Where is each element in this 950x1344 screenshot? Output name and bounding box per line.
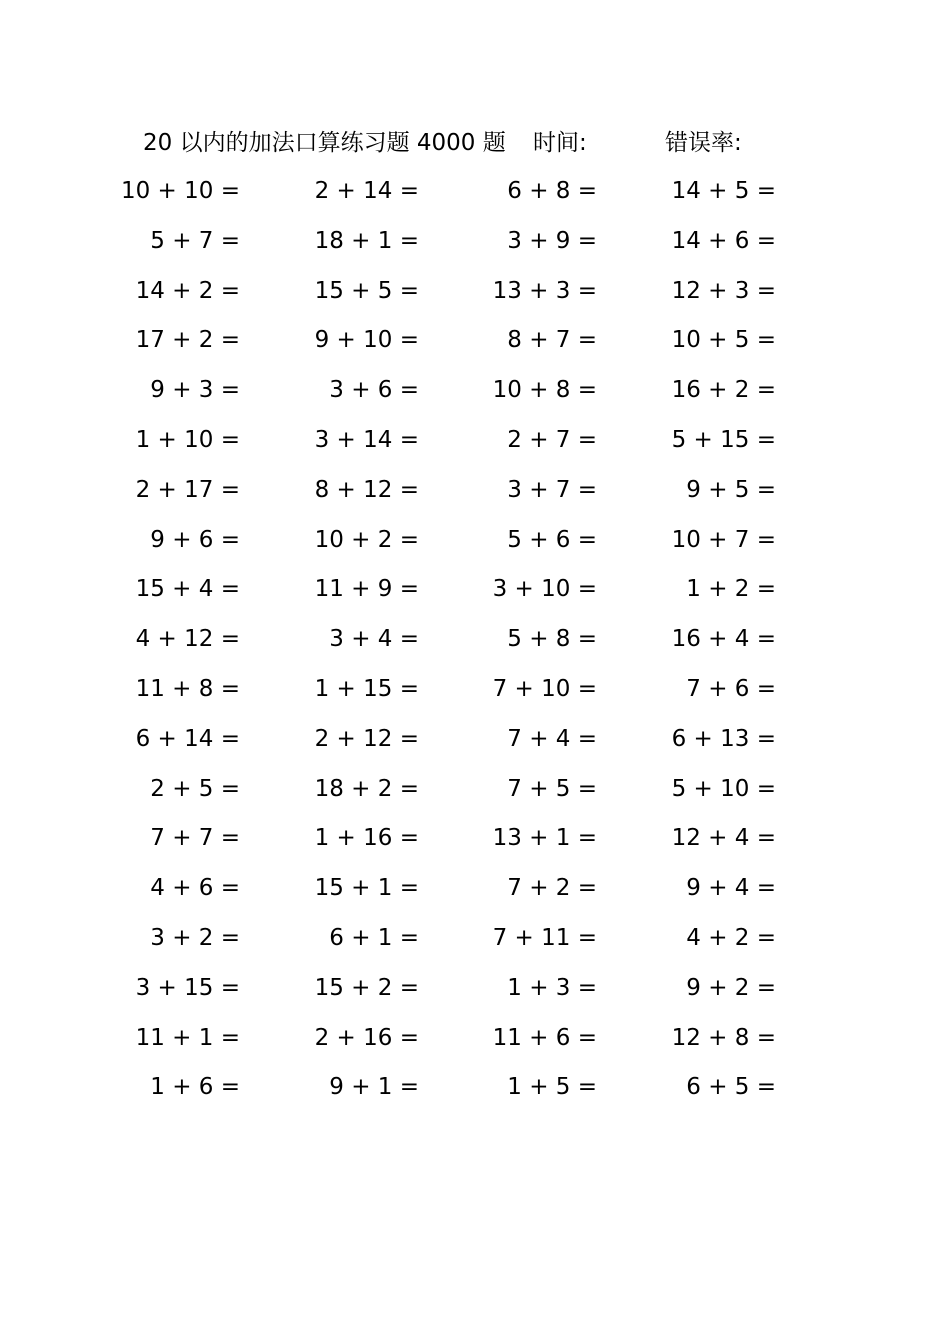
addition-problem: 11 + 9 =: [314, 576, 419, 603]
addition-problem: 5 + 6 =: [507, 526, 597, 553]
addition-problem: 11 + 8 =: [135, 675, 240, 702]
addition-problem: 10 + 7 =: [671, 526, 776, 553]
addition-problem: 3 + 14 =: [314, 426, 419, 453]
addition-problem: 5 + 10 =: [671, 775, 776, 802]
addition-problem: 9 + 6 =: [150, 526, 240, 553]
problem-row: [0, 1014, 950, 1064]
addition-problem: 1 + 3 =: [507, 974, 597, 1001]
addition-problem: 1 + 16 =: [314, 825, 419, 852]
addition-problem: 15 + 1 =: [314, 875, 419, 902]
addition-problem: 10 + 8 =: [492, 377, 597, 404]
addition-problem: 7 + 5 =: [507, 775, 597, 802]
addition-problem: 7 + 11 =: [492, 924, 597, 951]
problem-row: [0, 864, 950, 914]
addition-problem: 16 + 2 =: [671, 377, 776, 404]
addition-problem: 1 + 2 =: [686, 576, 776, 603]
addition-problem: 2 + 7 =: [507, 426, 597, 453]
addition-problem: 9 + 10 =: [314, 327, 419, 354]
addition-problem: 12 + 8 =: [671, 1024, 776, 1051]
problem-row: [0, 615, 950, 665]
addition-problem: 1 + 10 =: [135, 426, 240, 453]
addition-problem: 12 + 4 =: [671, 825, 776, 852]
time-label: 时间:: [533, 130, 587, 156]
addition-problem: 11 + 6 =: [492, 1024, 597, 1051]
addition-problem: 6 + 1 =: [329, 924, 419, 951]
addition-problem: 14 + 6 =: [671, 227, 776, 254]
addition-problem: 13 + 1 =: [492, 825, 597, 852]
problem-row: [0, 366, 950, 416]
addition-problem: 2 + 14 =: [314, 178, 419, 204]
addition-problem: 1 + 6 =: [150, 1074, 240, 1101]
addition-problem: 14 + 5 =: [671, 178, 776, 204]
addition-problem: 7 + 4 =: [507, 725, 597, 752]
addition-problem: 16 + 4 =: [671, 626, 776, 653]
addition-problem: 3 + 6 =: [329, 377, 419, 404]
addition-problem: 4 + 2 =: [686, 924, 776, 951]
addition-problem: 3 + 9 =: [507, 227, 597, 254]
addition-problem: 2 + 16 =: [314, 1024, 419, 1051]
addition-problem: 7 + 6 =: [686, 675, 776, 702]
problem-row: [0, 167, 950, 217]
addition-problem: 8 + 12 =: [314, 476, 419, 503]
problem-row: [0, 516, 950, 566]
addition-problem: 12 + 3 =: [671, 277, 776, 304]
problem-row: [0, 316, 950, 366]
addition-problem: 6 + 14 =: [135, 725, 240, 752]
addition-problem: 9 + 4 =: [686, 875, 776, 902]
addition-problem: 9 + 2 =: [686, 974, 776, 1001]
problem-row: [0, 565, 950, 615]
problem-row: [0, 964, 950, 1014]
addition-problem: 6 + 8 =: [507, 178, 597, 204]
addition-problem: 15 + 2 =: [314, 974, 419, 1001]
addition-problem: 7 + 7 =: [150, 825, 240, 852]
addition-problem: 7 + 2 =: [507, 875, 597, 902]
addition-problem: 5 + 8 =: [507, 626, 597, 653]
addition-problem: 3 + 10 =: [492, 576, 597, 603]
addition-problem: 6 + 5 =: [686, 1074, 776, 1101]
addition-problem: 13 + 3 =: [492, 277, 597, 304]
problem-row: [0, 217, 950, 267]
addition-problem: 18 + 2 =: [314, 775, 419, 802]
addition-problem: 3 + 7 =: [507, 476, 597, 503]
addition-problem: 6 + 13 =: [671, 725, 776, 752]
addition-problem: 10 + 2 =: [314, 526, 419, 553]
addition-problem: 10 + 10 =: [120, 178, 240, 204]
error-rate-label: 错误率:: [665, 130, 742, 156]
addition-problem: 11 + 1 =: [135, 1024, 240, 1051]
addition-problem: 10 + 5 =: [671, 327, 776, 354]
addition-problem: 2 + 12 =: [314, 725, 419, 752]
addition-problem: 2 + 17 =: [135, 476, 240, 503]
addition-problem: 4 + 6 =: [150, 875, 240, 902]
addition-problem: 15 + 4 =: [135, 576, 240, 603]
problem-row: [0, 267, 950, 317]
problem-row: [0, 914, 950, 964]
addition-problem: 3 + 15 =: [135, 974, 240, 1001]
addition-problem: 15 + 5 =: [314, 277, 419, 304]
addition-problem: 7 + 10 =: [492, 675, 597, 702]
addition-problem: 14 + 2 =: [135, 277, 240, 304]
addition-problem: 1 + 15 =: [314, 675, 419, 702]
addition-problem: 9 + 1 =: [329, 1074, 419, 1101]
worksheet-header: [0, 124, 950, 164]
addition-problem: 4 + 12 =: [135, 626, 240, 653]
addition-problem: 9 + 5 =: [686, 476, 776, 503]
worksheet-title: 20 以内的加法口算练习题 4000 题: [143, 130, 506, 156]
addition-problem: 17 + 2 =: [135, 327, 240, 354]
problem-row: [0, 665, 950, 715]
problem-row: [0, 765, 950, 815]
addition-problem: 8 + 7 =: [507, 327, 597, 354]
addition-problem: 9 + 3 =: [150, 377, 240, 404]
addition-problem: 3 + 4 =: [329, 626, 419, 653]
problem-row: [0, 1063, 950, 1113]
problem-row: [0, 466, 950, 516]
addition-problem: 18 + 1 =: [314, 227, 419, 254]
addition-problem: 1 + 5 =: [507, 1074, 597, 1101]
addition-problem: 5 + 7 =: [150, 227, 240, 254]
problem-row: [0, 416, 950, 466]
addition-problem: 5 + 15 =: [671, 426, 776, 453]
addition-problem: 3 + 2 =: [150, 924, 240, 951]
problem-grid: [0, 167, 950, 1113]
problem-row: [0, 814, 950, 864]
problem-row: [0, 715, 950, 765]
addition-problem: 2 + 5 =: [150, 775, 240, 802]
